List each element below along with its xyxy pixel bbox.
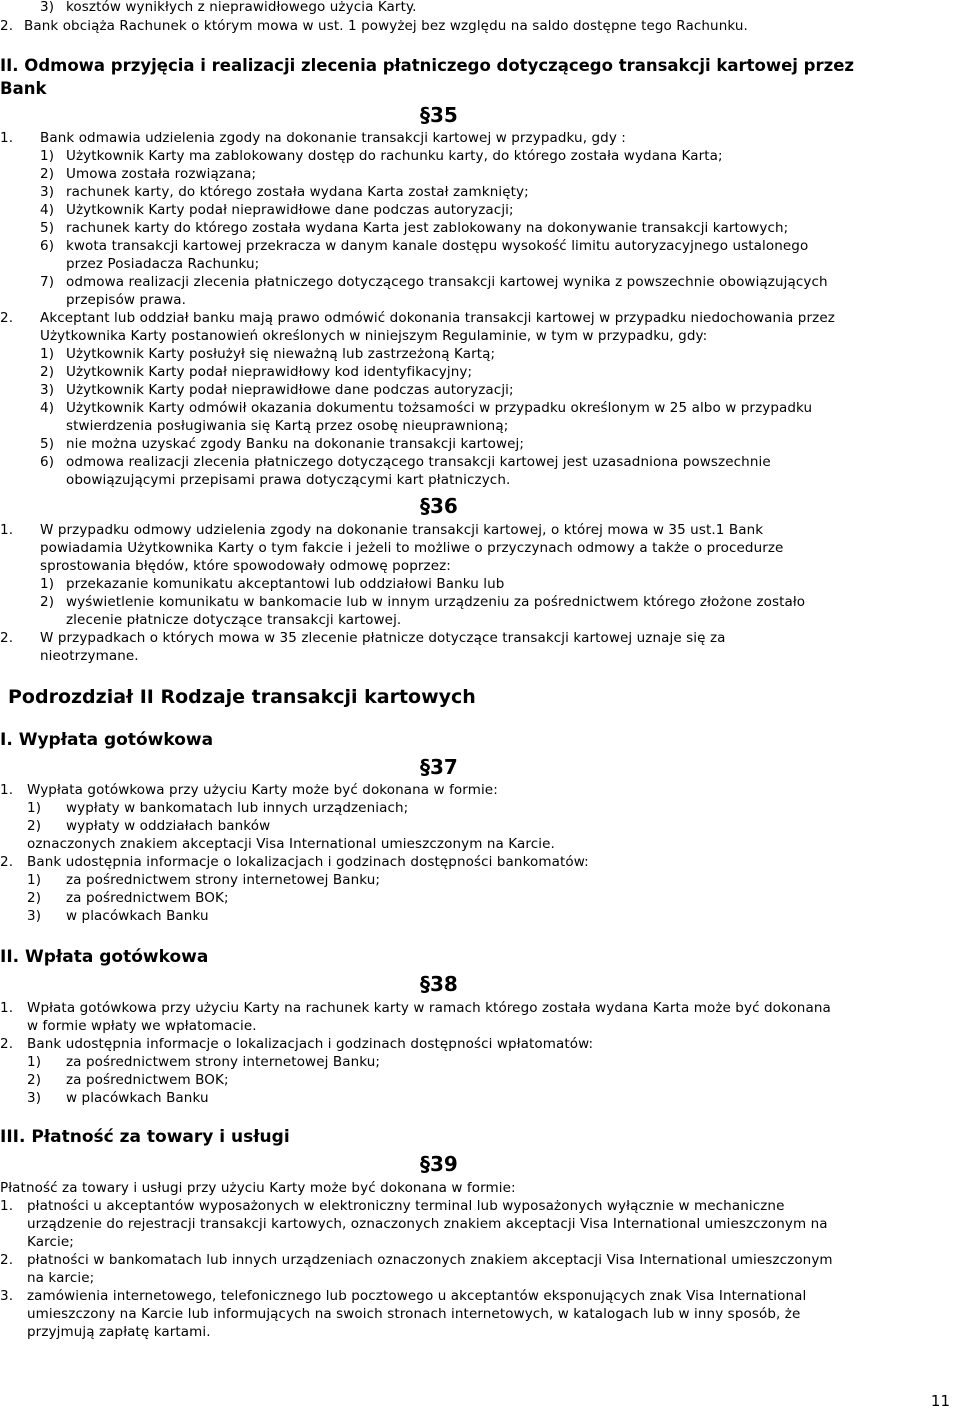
paragraph-38-heading: §38 bbox=[420, 972, 458, 996]
section-heading-withdrawal: I. Wypłata gotówkowa bbox=[0, 730, 214, 750]
page-number: 11 bbox=[930, 1392, 950, 1410]
section-heading-deposit: II. Wpłata gotówkowa bbox=[0, 947, 209, 967]
subsection-heading: Podrozdział II Rodzaje transakcji kartowych bbox=[8, 686, 476, 708]
paragraph-37-heading: §37 bbox=[420, 755, 458, 779]
paragraph-35-heading: §35 bbox=[420, 103, 458, 127]
chapter-heading: II. Odmowa przyjęcia i realizacji zlecenia płatniczego dotyczącego transakcji kartowej przez bbox=[0, 56, 855, 75]
section-heading-payment: III. Płatność za towary i usługi bbox=[0, 1127, 290, 1147]
document-page: 3) kosztów wynikłych z nieprawidłowego użycia Karty. 2. Bank obciąża Rachunek o którym mowa w ust. 1 powyżej bez względu na saldo dostępne tego Rachunku. II. Odmowa przyjęcia i realizacji zlecenia płatniczego dotyczącego transakcji kartowej przez Bank §35 1. Bank odmawia udzielenia zgody na dokonanie transakcji kartowej w przypadku, gdy : 1) Użytkownik Karty ma zablokowany dostęp do rachunku karty, do którego została wydana Karta; 2) Umowa została rozwiązana; 3) rachunek karty, do którego została wydana Karta został zamknięty; 4) Użytkownik Karty podał nieprawidłowe dane podczas autoryzacji; 5) rachunek karty do którego została wydana Karta jest zablokowany na dokonywanie transakcji kartowych; 6) kwota transakcji kartowej przekracza w danym kanale dostępu wysokość limitu autoryzacyjnego ustalonego przez Posiadacza Rachunku; 7) odmowa realizacji zlecenia płatniczego dotyczącego transakcji kartowej wynika z powszechnie obowiązujących przepisów prawa. 2. Akceptant lub oddział banku mają prawo odmówić dokonania transakcji kartowej w przypadku niedochowania przez Użytkownika Karty postanowień określonych w niniejszym Regulaminie, w tym w przypadku, gdy: 1) Użytkownik Karty posłużył się nieważną lub zastrzeżoną Kartą; 2) Użytkownik Karty podał nieprawidłowy kod identyfikacyjny; 3) Użytkownik Karty podał nieprawidłowe dane podczas autoryzacji; 4) Użytkownik Karty odmówił okazania dokumentu tożsamości w przypadku określonym w 25 albo w przypadku stwierdzenia posługiwania się Kartą przez osobę nieuprawnioną; 5) nie można uzyskać zgody Banku na dokonanie transakcji kartowej; 6) odmowa realizacji zlecenia płatniczego dotyczącego transakcji kartowej jest uzasadniona powszechnie obowiązującymi przepisami prawa dotyczącymi kart płatniczych. §36 1. W przypadku odmowy udzielenia zgody na dokonanie transakcji kartowej, o której mowa w 35 ust.1 Bank powiadamia Użytkownika Karty o tym fakcie i jeżeli to możliwe o przyczynach odmowy a także o procedurze sprostowania błędów, które spowodowały odmowę poprzez: 1) przekazanie komunikatu akceptantowi lub oddziałowi Banku lub 2) wyświetlenie komunikatu w bankomacie lub w innym urządzeniu za pośrednictwem którego złożone zostało zlecenie płatnicze dotyczące transakcji kartowej. 2. W przypadkach o których mowa w 35 zlecenie płatnicze dotyczące transakcji kartowej uznaje się za nieotrzymane. Podrozdział II Rodzaje transakcji kartowych I. Wypłata gotówkowa §37 1. Wypłata gotówkowa przy użyciu Karty może być dokonana w formie: 1) wypłaty w bankomatach lub innych urządzeniach; 2) wypłaty w oddziałach banków oznaczonych znakiem akceptacji Visa International umieszczonym na Karcie. 2. Bank udostępnia informacje o lokalizacjach i godzinach dostępności bankomatów: 1) za pośrednictwem strony internetowej Banku; 2) za pośrednictwem BOK; 3) w placówkach Banku II. Wpłata gotówkowa §38 1. Wpłata gotówkowa przy użyciu Karty na rachunek karty w ramach którego została wydana Karta może być dokonana w formie wpłaty we wpłatomacie. 2. Bank udostępnia informacje o lokalizacjach i godzinach dostępności wpłatomatów: 1) za pośrednictwem strony internetowej Banku; 2) za pośrednictwem BOK; 3) w placówkach Banku III. Płatność za towary i usługi §39 Płatność za towary i usługi przy użyciu Karty może być dokonana w formie: 1. płatności u akceptantów wyposażonych w elektroniczny terminal lub wyposażonych wyłącznie w mechaniczne urządzenie do rejestracji transakcji kartowych, oznaczonych znakiem akceptacji Visa International umieszczonym na Karcie; 2. płatności w bankomatach lub innych urządzeniach oznaczonych znakiem akceptacji Visa International umieszczonym na karcie; 3. zamówienia internetowego, telefonicznego lub pocztowego u akceptantów eksponujących znak Visa International umieszczony na Karcie lub informujących na swoich stronach internetowych, w katalogach lub w inny sposób, że przyjmują zapłatę kartami. 11 bbox=[0, 0, 950, 1410]
chapter-heading-line2: Bank bbox=[0, 79, 47, 98]
paragraph-36-heading: §36 bbox=[420, 494, 458, 518]
paragraph-39-heading: §39 bbox=[420, 1152, 458, 1176]
